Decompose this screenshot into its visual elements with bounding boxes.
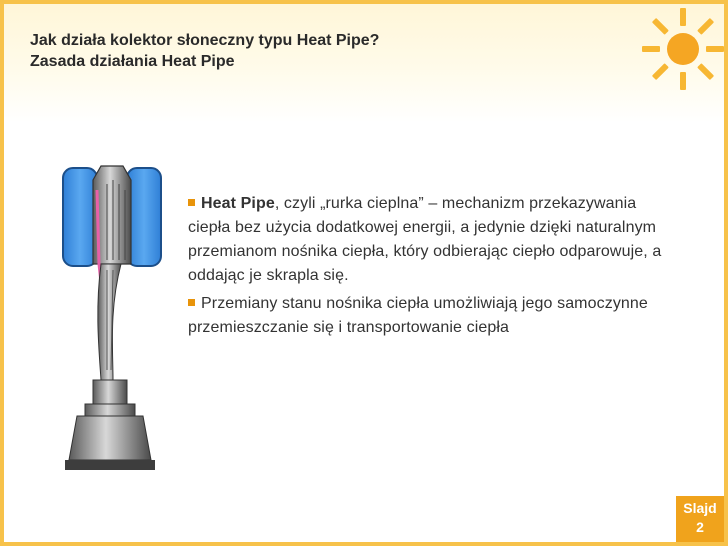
heat-pipe-illustration <box>55 160 175 510</box>
bullet-1 <box>188 192 678 288</box>
bullet-1-text: , czyli „rurka cieplna” – mechanizm przekazywania ciepła bez użycia dodatkowej energii, a jedynie dzięki naturalnym przemianom nośnika ciepła, który odbierając ciepło odparowuje, a oddając je skrapla się. <box>188 195 662 284</box>
slide-content <box>188 192 678 344</box>
slide-title <box>30 30 590 72</box>
bullet-marker-icon <box>188 299 195 306</box>
slide-number: 2 <box>696 519 704 535</box>
slide-label: Slajd <box>683 500 717 516</box>
bullet-1-term: Heat Pipe <box>201 195 275 212</box>
bullet-2 <box>188 292 678 340</box>
bullet-2-text: Przemiany stanu nośnika ciepła umożliwiają jego samoczynne przemieszczanie się i transportowanie ciepła <box>188 295 648 336</box>
bullet-marker-icon <box>188 199 195 206</box>
title-line-1: Jak działa kolektor słoneczny typu Heat Pipe? <box>30 32 380 49</box>
title-line-2: Zasada działania Heat Pipe <box>30 53 235 70</box>
sun-icon <box>640 6 726 92</box>
slide-number-badge <box>676 496 724 542</box>
